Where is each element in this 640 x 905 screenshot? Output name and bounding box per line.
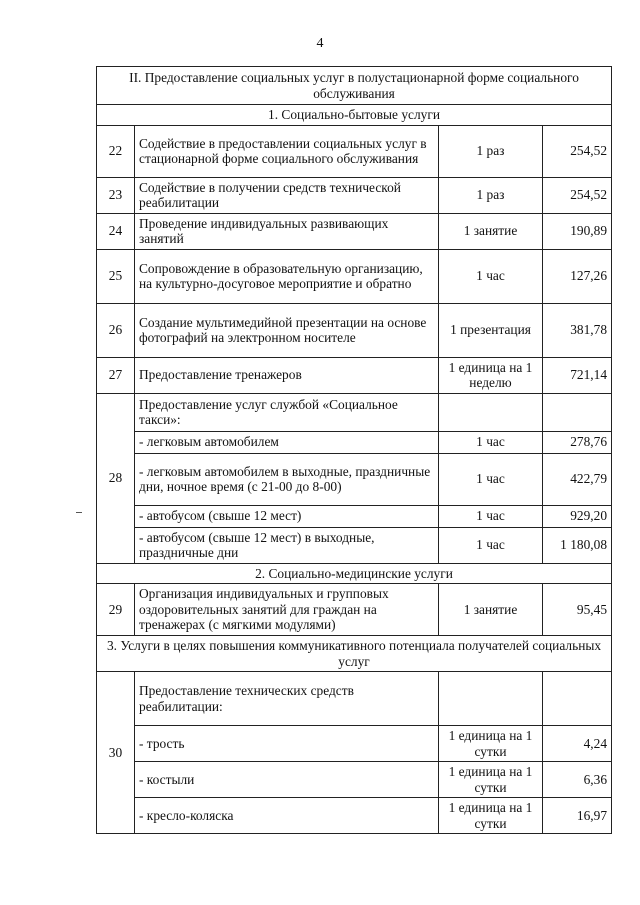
row-number: 28 xyxy=(97,393,135,563)
service-name: Организация индивидуальных и групповых оздоровительных занятий для граждан на тренажерах (с мягкими модулями) xyxy=(135,584,439,636)
table-row xyxy=(97,798,612,834)
row-number: 25 xyxy=(97,249,135,303)
table-row xyxy=(97,672,612,726)
service-unit: 1 презентация xyxy=(439,303,543,357)
service-unit: 1 единица на 1 сутки xyxy=(439,798,543,834)
service-unit: 1 час xyxy=(439,505,543,527)
service-name: - кресло-коляска xyxy=(135,798,439,834)
service-unit: 1 раз xyxy=(439,125,543,177)
service-price: 16,97 xyxy=(543,798,612,834)
row-number: 27 xyxy=(97,357,135,393)
row-number: 29 xyxy=(97,584,135,636)
group-title-row xyxy=(97,105,612,126)
service-price: 6,36 xyxy=(543,762,612,798)
service-price: 721,14 xyxy=(543,357,612,393)
table-row xyxy=(97,303,612,357)
service-name: Содействие в получении средств технической реабилитации xyxy=(135,177,439,213)
table-row xyxy=(97,177,612,213)
margin-mark xyxy=(76,512,82,513)
service-price: 254,52 xyxy=(543,177,612,213)
section-title: II. Предоставление социальных услуг в полустационарной форме социального обслуживания xyxy=(97,67,612,105)
row-number: 24 xyxy=(97,213,135,249)
table-row xyxy=(97,125,612,177)
service-unit: 1 час xyxy=(439,527,543,563)
service-unit: 1 час xyxy=(439,453,543,505)
group-title-row xyxy=(97,563,612,584)
table-row xyxy=(97,213,612,249)
table-row xyxy=(97,726,612,762)
service-unit: 1 час xyxy=(439,431,543,453)
service-name: - автобусом (свыше 12 мест) xyxy=(135,505,439,527)
row-number: 23 xyxy=(97,177,135,213)
service-unit: 1 час xyxy=(439,249,543,303)
table-row xyxy=(97,393,612,431)
service-name: - костыли xyxy=(135,762,439,798)
service-name: - автобусом (свыше 12 мест) в выходные, праздничные дни xyxy=(135,527,439,563)
table-row xyxy=(97,527,612,563)
table-row xyxy=(97,453,612,505)
service-price xyxy=(543,393,612,431)
service-unit: 1 единица на 1 сутки xyxy=(439,762,543,798)
table-row xyxy=(97,249,612,303)
tariff-table xyxy=(96,66,612,834)
service-name: Содействие в предоставлении социальных услуг в стационарной форме социального обслуживания xyxy=(135,125,439,177)
service-unit: 1 раз xyxy=(439,177,543,213)
service-name: Предоставление тренажеров xyxy=(135,357,439,393)
service-name: Предоставление технических средств реабилитации: xyxy=(135,672,439,726)
table-row xyxy=(97,505,612,527)
service-price: 190,89 xyxy=(543,213,612,249)
group-title: 2. Социально-медицинские услуги xyxy=(97,563,612,584)
service-price: 127,26 xyxy=(543,249,612,303)
service-unit xyxy=(439,393,543,431)
group-title-row xyxy=(97,636,612,672)
service-price: 929,20 xyxy=(543,505,612,527)
group-title: 3. Услуги в целях повышения коммуникативного потенциала получателей социальных услуг xyxy=(97,636,612,672)
group-title: 1. Социально-бытовые услуги xyxy=(97,105,612,126)
service-unit: 1 занятие xyxy=(439,584,543,636)
service-unit: 1 единица на 1 сутки xyxy=(439,726,543,762)
row-number: 26 xyxy=(97,303,135,357)
service-unit: 1 единица на 1 неделю xyxy=(439,357,543,393)
service-name: Предоставление услуг службой «Социальное такси»: xyxy=(135,393,439,431)
service-name: - легковым автомобилем xyxy=(135,431,439,453)
table-row xyxy=(97,762,612,798)
service-name: - легковым автомобилем в выходные, праздничные дни, ночное время (с 21-00 до 8-00) xyxy=(135,453,439,505)
service-name: Создание мультимедийной презентации на основе фотографий на электронном носителе xyxy=(135,303,439,357)
service-price: 1 180,08 xyxy=(543,527,612,563)
service-price: 278,76 xyxy=(543,431,612,453)
section-title-row xyxy=(97,67,612,105)
table-row xyxy=(97,357,612,393)
row-number: 22 xyxy=(97,125,135,177)
service-price: 422,79 xyxy=(543,453,612,505)
service-price: 254,52 xyxy=(543,125,612,177)
table-row xyxy=(97,584,612,636)
row-number: 30 xyxy=(97,672,135,834)
service-name: - трость xyxy=(135,726,439,762)
table-row xyxy=(97,431,612,453)
service-unit: 1 занятие xyxy=(439,213,543,249)
service-price xyxy=(543,672,612,726)
service-price: 95,45 xyxy=(543,584,612,636)
page-number: 4 xyxy=(316,36,324,51)
service-unit xyxy=(439,672,543,726)
service-name: Сопровождение в образовательную организацию, на культурно-досуговое мероприятие и обратно xyxy=(135,249,439,303)
service-price: 4,24 xyxy=(543,726,612,762)
service-price: 381,78 xyxy=(543,303,612,357)
service-name: Проведение индивидуальных развивающих занятий xyxy=(135,213,439,249)
